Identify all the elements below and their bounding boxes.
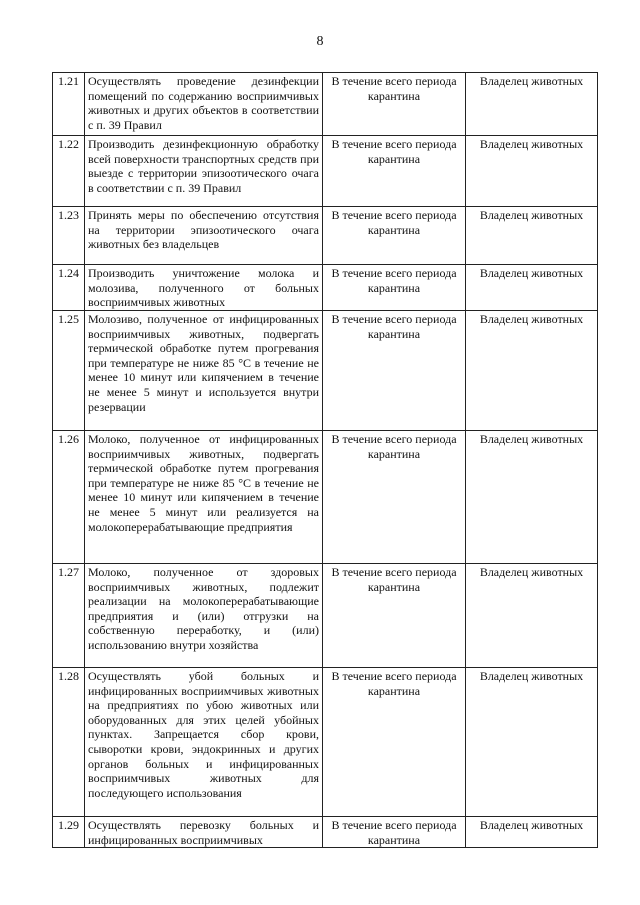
- measure-text: Производить дезинфекционную обработку всей поверхности транспортных средств при выезде с территории эпизоотического очага в соответствии с п. 39 Правил: [85, 136, 323, 207]
- table-row: [53, 668, 598, 817]
- measure-text: Молоко, полученное от здоровых восприимчивых животных, подлежит реализации на молокоперерабатывающие предприятия и (или) отгрузки на собственную переработку, и (или) использованию внутри хозяйства: [85, 564, 323, 668]
- measure-text: Производить уничтожение молока и молозива, полученного от больных восприимчивых животных: [85, 265, 323, 311]
- quarantine-measures-table: [52, 72, 598, 848]
- measure-term: В течение всего периода карантина: [323, 265, 466, 311]
- measure-term: В течение всего периода карантина: [323, 207, 466, 265]
- row-number: 1.22: [53, 136, 85, 207]
- row-number: 1.27: [53, 564, 85, 668]
- table-row: [53, 73, 598, 136]
- page-number: 8: [316, 34, 324, 49]
- row-number: 1.29: [53, 817, 85, 848]
- measure-text: Осуществлять проведение дезинфекции помещений по содержанию восприимчивых животных и других объектов в соответствии с п. 39 Правил: [85, 73, 323, 136]
- measure-term: В течение всего периода карантина: [323, 431, 466, 564]
- measure-term: В течение всего периода карантина: [323, 564, 466, 668]
- measure-term: В течение всего периода карантина: [323, 668, 466, 817]
- table-row: [53, 265, 598, 311]
- measure-responsible: Владелец животных: [466, 265, 598, 311]
- table-row: [53, 431, 598, 564]
- table-row: [53, 817, 598, 848]
- measure-term: В течение всего периода карантина: [323, 136, 466, 207]
- measure-responsible: Владелец животных: [466, 207, 598, 265]
- measure-text: Осуществлять убой больных и инфицированных восприимчивых животных на предприятиях по убою животных или оборудованных для этих целей убойных пунктах. Запрещается сбор крови, сыворотки крови, эндокринных и других органов больных и инфицированных восприимчивых животных для последующего использования: [85, 668, 323, 817]
- measure-responsible: Владелец животных: [466, 311, 598, 431]
- row-number: 1.28: [53, 668, 85, 817]
- measure-text: Молоко, полученное от инфицированных восприимчивых животных, подвергать термической обработке путем прогревания при температуре не ниже 85 °С в течение не менее 10 минут или кипячением в течение не менее 5 минут или реализуется на молокоперерабатывающие предприятия: [85, 431, 323, 564]
- measure-text: Молозиво, полученное от инфицированных восприимчивых животных, подвергать термической обработке путем прогревания при температуре не ниже 85 °С в течение не менее 10 минут или кипячением в течение не менее 5 минут и используется внутри резервации: [85, 311, 323, 431]
- measure-term: В течение всего периода карантина: [323, 311, 466, 431]
- measure-text: Принять меры по обеспечению отсутствия на территории эпизоотического очага животных без владельцев: [85, 207, 323, 265]
- row-number: 1.24: [53, 265, 85, 311]
- measure-term: В течение всего периода карантина: [323, 817, 466, 848]
- table-row: [53, 207, 598, 265]
- measure-responsible: Владелец животных: [466, 73, 598, 136]
- measure-term: В течение всего периода карантина: [323, 73, 466, 136]
- measure-responsible: Владелец животных: [466, 431, 598, 564]
- table-row: [53, 311, 598, 431]
- row-number: 1.25: [53, 311, 85, 431]
- row-number: 1.23: [53, 207, 85, 265]
- row-number: 1.26: [53, 431, 85, 564]
- row-number: 1.21: [53, 73, 85, 136]
- measure-responsible: Владелец животных: [466, 564, 598, 668]
- measure-responsible: Владелец животных: [466, 136, 598, 207]
- table-row: [53, 136, 598, 207]
- measure-responsible: Владелец животных: [466, 817, 598, 848]
- measure-text: Осуществлять перевозку больных и инфицированных восприимчивых: [85, 817, 323, 848]
- measure-responsible: Владелец животных: [466, 668, 598, 817]
- table-row: [53, 564, 598, 668]
